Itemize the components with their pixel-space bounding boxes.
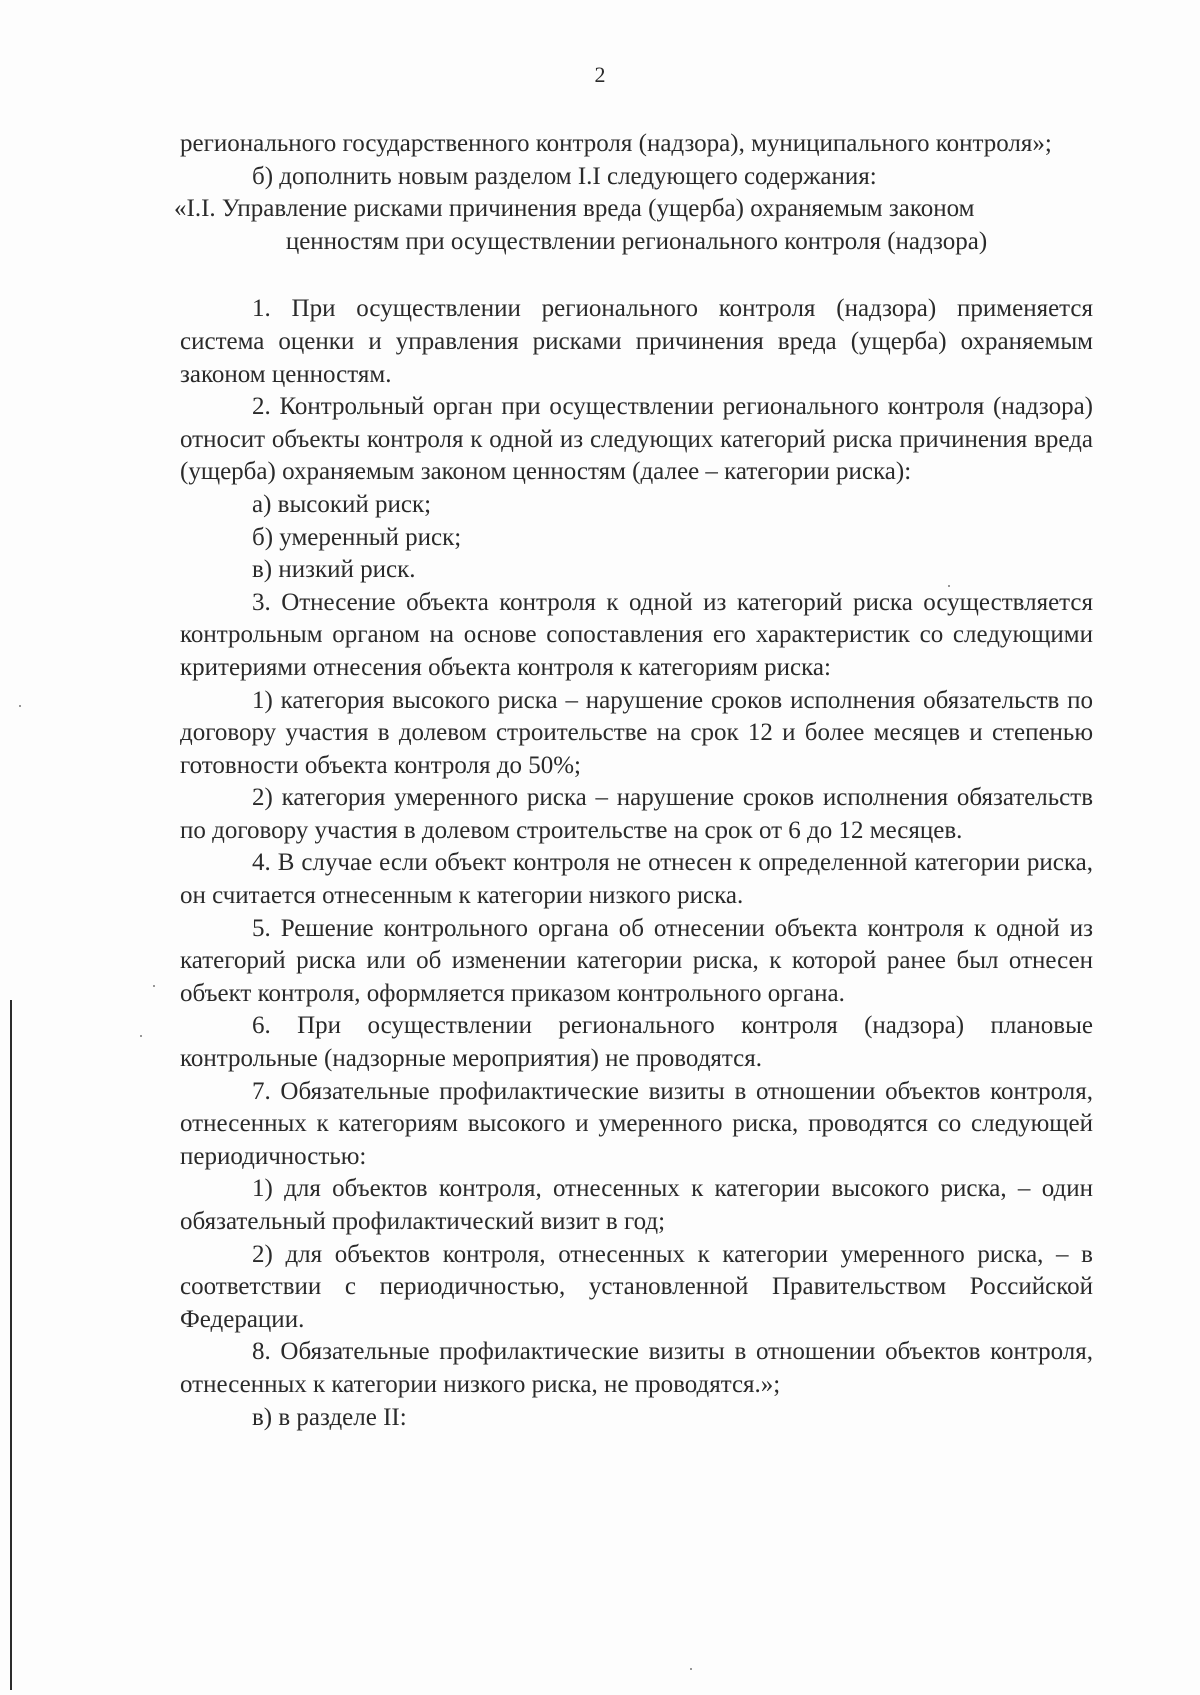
paragraph-item-5: 5. Решение контрольного органа об отнесении объекта контроля к одной из категорий риска или об изменении категории риска, к которой ранее был отнесен объект контроля, оформляется приказом контрольного органа.	[180, 914, 1093, 1007]
scan-edge-line	[10, 1000, 12, 1690]
scan-speck	[140, 1035, 142, 1037]
paragraph-item-3: 3. Отнесение объекта контроля к одной из категорий риска осуществляется контрольным органом на основе сопоставления его характеристик со следующими критериями отнесения объекта контроля к категориям риска:	[180, 588, 1093, 681]
section-heading-line-2: ценностям при осуществлении регионального контроля (надзора)	[285, 227, 988, 255]
scan-speck	[690, 1668, 692, 1670]
paragraph-continuation: регионального государственного контроля (надзора), муниципального контроля»;	[180, 130, 1052, 157]
paragraph-item-2: 2. Контрольный орган при осуществлении регионального контроля (надзора) относит объекты контроля к одной из следующих категорий риска причинения вреда (ущерба) охраняемым законом ценностям (далее – категории риска):	[180, 393, 1093, 486]
section-heading-line-1: «I.I. Управление рисками причинения вреда (ущерба) охраняемым законом	[174, 195, 975, 223]
scan-speck	[948, 585, 950, 587]
page-number: 2	[594, 62, 606, 87]
paragraph-item-6: 6. При осуществлении регионального контроля (надзора) плановые контрольные (надзорные мероприятия) не проводятся.	[180, 1012, 1093, 1073]
paragraph-amendment-b: б) дополнить новым разделом I.I следующего содержания:	[252, 162, 877, 190]
paragraph-item-4: 4. В случае если объект контроля не отнесен к определенной категории риска, он считается отнесенным к категории низкого риска.	[180, 849, 1093, 910]
heading-spacer	[180, 258, 1093, 293]
paragraph-criterion-1: 1) категория высокого риска – нарушение сроков исполнения обязательств по договору участия в долевом строительстве на срок 12 и более месяцев и степенью готовности объекта контроля до 50%;	[180, 686, 1093, 779]
paragraph-item-8: 8. Обязательные профилактические визиты в отношении объектов контроля, отнесенных к категории низкого риска, не проводятся.»;	[180, 1338, 1093, 1398]
scan-speck	[153, 985, 155, 987]
list-item-low-risk: в) низкий риск.	[252, 556, 416, 584]
list-item-moderate-risk: б) умеренный риск;	[252, 523, 462, 551]
scan-speck	[19, 705, 21, 707]
paragraph-visit-moderate: 2) для объектов контроля, отнесенных к категории умеренного риска, – в соответствии с периодичностью, установленной Правительством Российской Федерации.	[180, 1240, 1093, 1333]
document-body	[174, 128, 1093, 1434]
paragraph-visit-high: 1) для объектов контроля, отнесенных к категории высокого риска, – один обязательный профилактический визит в год;	[180, 1175, 1093, 1235]
paragraph-item-1: 1. При осуществлении регионального контроля (надзора) применяется система оценки и управления рисками причинения вреда (ущерба) охраняемым законом ценностям.	[180, 295, 1093, 388]
list-item-high-risk: а) высокий риск;	[252, 490, 432, 518]
paragraph-amendment-v: в) в разделе II:	[252, 1403, 407, 1431]
paragraph-item-7: 7. Обязательные профилактические визиты в отношении объектов контроля, отнесенных к категориям высокого и умеренного риска, проводятся со следующей периодичностью:	[180, 1077, 1093, 1170]
paragraph-criterion-2: 2) категория умеренного риска – нарушение сроков исполнения обязательств по договору участия в долевом строительстве на срок от 6 до 12 месяцев.	[180, 784, 1093, 844]
